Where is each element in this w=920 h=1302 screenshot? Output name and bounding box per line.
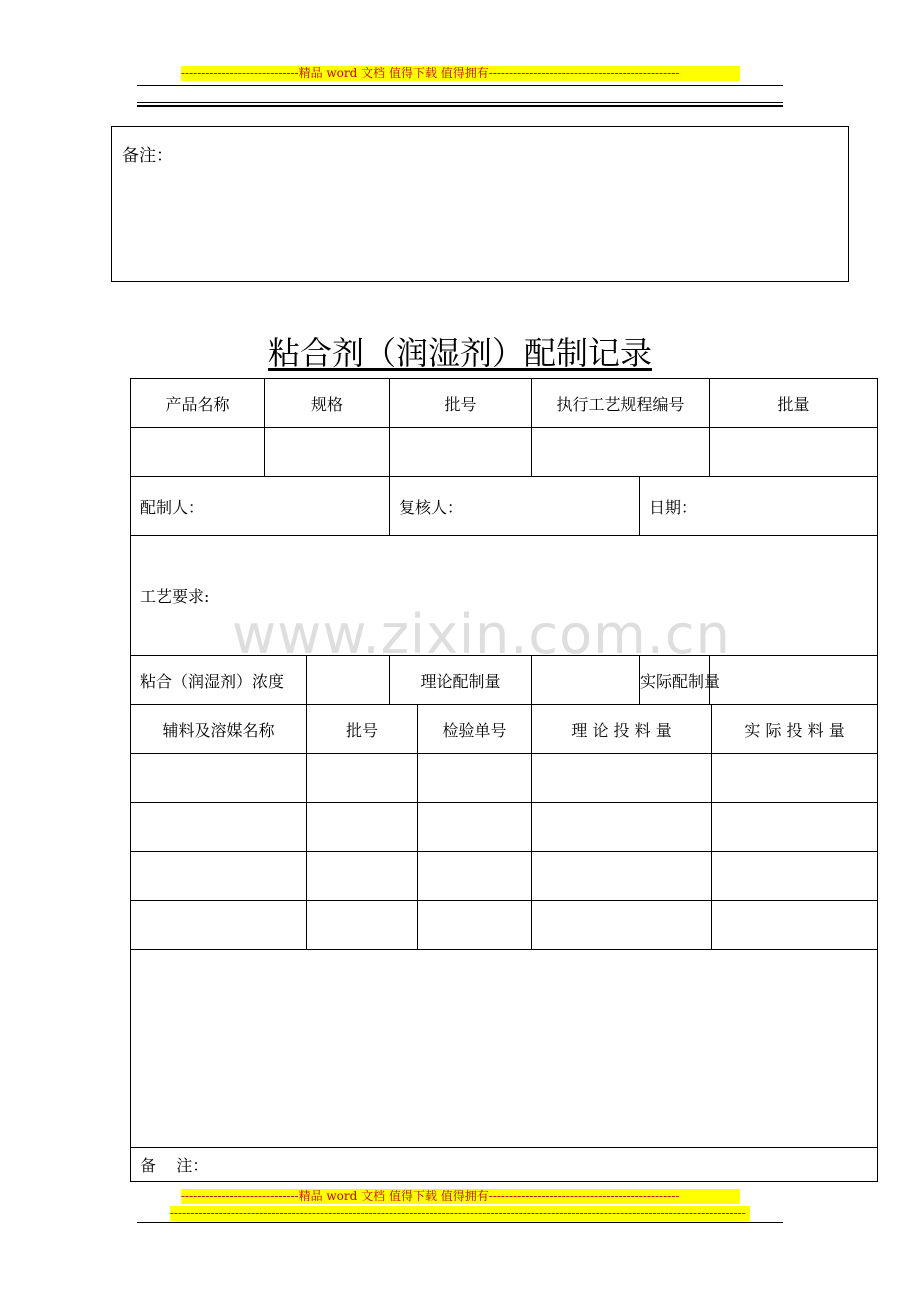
- batch-size-cell[interactable]: [710, 428, 878, 477]
- date-label: 日期：: [649, 497, 698, 517]
- date-cell[interactable]: [640, 477, 878, 536]
- header-material-name: 辅料及溶媒名称: [131, 705, 307, 754]
- watermark-text: www.zixin.com.cn: [232, 603, 731, 666]
- reviewer-cell[interactable]: [390, 477, 640, 536]
- actual-prep-label: 实际配制量: [640, 656, 710, 705]
- inspection-no-cell[interactable]: [418, 803, 532, 852]
- footer-banner-dashes: ----------------------------------------------------------------------------------------------------------------------------------------------: [170, 1206, 750, 1221]
- header-inspection-no: 检验单号: [418, 705, 532, 754]
- actual-feed-cell[interactable]: [712, 754, 878, 803]
- page-title: 粘合剂（润湿剂）配制记录: [267, 334, 652, 372]
- header-material-batch: 批号: [307, 705, 418, 754]
- footer-rule: [137, 1222, 783, 1223]
- material-row: [131, 754, 878, 803]
- note-box: [111, 126, 849, 282]
- material-row: [131, 852, 878, 901]
- material-name-cell[interactable]: [131, 803, 307, 852]
- theoretical-prep-label: 理论配制量: [390, 656, 532, 705]
- material-name-cell[interactable]: [131, 901, 307, 950]
- header-rule-top: [137, 85, 783, 86]
- theoretical-feed-cell[interactable]: [532, 852, 712, 901]
- preparer-cell[interactable]: [131, 477, 390, 536]
- note-box-label: 备注：: [122, 146, 173, 166]
- material-batch-cell[interactable]: [307, 901, 418, 950]
- header-rule-double-2: [137, 105, 783, 107]
- header-actual-feed: 实 际 投 料 量: [712, 705, 878, 754]
- header-batch-no: 批号: [390, 379, 532, 428]
- theoretical-feed-cell[interactable]: [532, 754, 712, 803]
- batch-no-cell[interactable]: [390, 428, 532, 477]
- material-row: [131, 901, 878, 950]
- actual-feed-cell[interactable]: [712, 852, 878, 901]
- inspection-no-cell[interactable]: [418, 852, 532, 901]
- spec-cell[interactable]: [265, 428, 390, 477]
- actual-feed-cell[interactable]: [712, 803, 878, 852]
- inspection-no-cell[interactable]: [418, 754, 532, 803]
- procedure-no-cell[interactable]: [532, 428, 710, 477]
- process-label: 工艺要求:: [140, 587, 210, 606]
- header-spec: 规格: [265, 379, 390, 428]
- header-batch-size: 批量: [710, 379, 878, 428]
- material-batch-cell[interactable]: [307, 852, 418, 901]
- concentration-label: 粘合（润湿剂）浓度: [131, 656, 307, 705]
- preparer-label: 配制人：: [140, 497, 205, 517]
- info-header-row: [131, 379, 878, 428]
- header-theoretical-feed: 理 论 投 料 量: [532, 705, 712, 754]
- material-name-cell[interactable]: [131, 852, 307, 901]
- remarks-cell[interactable]: [131, 1148, 878, 1182]
- product-name-cell[interactable]: [131, 428, 265, 477]
- blank-row: [131, 950, 878, 1148]
- header-banner: -----------------------------精品 word 文档 值得下载 值得拥有-----------------------------------------------: [181, 66, 740, 81]
- inspection-no-cell[interactable]: [418, 901, 532, 950]
- reviewer-label: 复核人：: [399, 497, 464, 517]
- remarks-label: 备 注：: [140, 1156, 209, 1175]
- header-procedure-no: 执行工艺规程编号: [532, 379, 710, 428]
- theoretical-feed-cell[interactable]: [532, 901, 712, 950]
- blank-area-cell[interactable]: [131, 950, 878, 1148]
- material-batch-cell[interactable]: [307, 803, 418, 852]
- header-product-name: 产品名称: [131, 379, 265, 428]
- actual-feed-cell[interactable]: [712, 901, 878, 950]
- signature-row: [131, 477, 878, 536]
- material-name-cell[interactable]: [131, 754, 307, 803]
- header-rule-double-1: [137, 102, 783, 103]
- material-header-row: [131, 705, 878, 754]
- remarks-row: [131, 1148, 878, 1182]
- record-table: [130, 378, 878, 1182]
- material-batch-cell[interactable]: [307, 754, 418, 803]
- material-row: [131, 803, 878, 852]
- theoretical-feed-cell[interactable]: [532, 803, 712, 852]
- actual-prep-value-cell[interactable]: [710, 656, 878, 705]
- info-value-row: [131, 428, 878, 477]
- footer-banner: -----------------------------精品 word 文档 值得下载 值得拥有-----------------------------------------------: [181, 1189, 740, 1204]
